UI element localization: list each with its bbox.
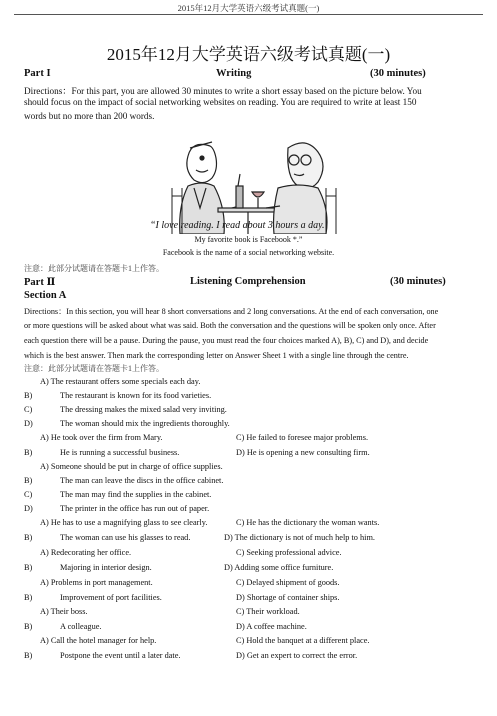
part1-time: (30 minutes) <box>370 68 426 79</box>
option-letter-b: B) <box>24 533 33 542</box>
option-d: D) A coffee machine. <box>236 622 307 631</box>
part2-directions-line: each question there will be a pause. During the pause, you must read the four choices marked A), B), C) and D), and decide <box>24 336 429 345</box>
option-letter-c: C) <box>24 405 33 414</box>
part1-directions-line: should focus on the impact of social networking websites on reading. You are required to write at least 150 <box>24 97 417 107</box>
option-a: A) Someone should be put in charge of office supplies. <box>40 462 223 471</box>
option-b: The restaurant is known for its food varieties. <box>60 391 212 400</box>
option-d: D) Adding some office furniture. <box>224 563 334 572</box>
option-d: D) The dictionary is not of much help to him. <box>224 533 376 542</box>
option-b: Postpone the event until a later date. <box>60 651 181 660</box>
option-a: A) He has to use a magnifying glass to see clearly. <box>40 518 208 527</box>
part2-name: Listening Comprehension <box>190 276 306 287</box>
option-a: A) The restaurant offers some specials each day. <box>40 377 201 386</box>
option-letter-d: D) <box>24 504 33 513</box>
option-d: D) Get an expert to correct the error. <box>236 651 358 660</box>
option-a: A) Redecorating her office. <box>40 548 132 557</box>
option-c: C) He failed to foresee major problems. <box>236 433 369 442</box>
option-c: C) Seeking professional advice. <box>236 548 342 557</box>
option-d: The printer in the office has run out of paper. <box>60 504 210 513</box>
caption-line: Facebook is the name of a social networking website. <box>162 248 335 257</box>
option-a: A) Call the hotel manager for help. <box>40 636 157 645</box>
option-b: Improvement of port facilities. <box>60 593 162 602</box>
option-d: D) Shortage of container ships. <box>236 593 340 602</box>
page-title: 2015年12月大学英语六级考试真题(一) <box>106 45 391 64</box>
option-d: D) He is opening a new consulting firm. <box>236 448 370 457</box>
part1-note: 注意：此部分试题请在答题卡1上作答。 <box>24 264 164 273</box>
option-c: The man may find the supplies in the cabinet. <box>60 490 212 499</box>
cartoon-image <box>148 126 348 234</box>
part1-label: Part I <box>24 68 51 79</box>
part1-directions-line: words but no more than 200 words. <box>24 111 155 121</box>
option-c: C) He has the dictionary the woman wants. <box>236 518 380 527</box>
option-b: He is running a successful business. <box>60 448 180 457</box>
option-b: The woman can use his glasses to read. <box>60 533 191 542</box>
part2-note: 注意：此部分试题请在答题卡1上作答。 <box>24 364 164 373</box>
option-letter-c: C) <box>24 490 33 499</box>
option-a: A) Their boss. <box>40 607 88 616</box>
option-letter-b: B) <box>24 448 33 457</box>
cartoon-caption: “I love reading. I read about 3 hours a day. <box>150 220 325 231</box>
option-letter-b: B) <box>24 622 33 631</box>
option-c: C) Their workload. <box>236 607 300 616</box>
part2-directions-line: or more questions will be asked about what was said. Both the conversation and the questions will be spoken only once. After <box>24 321 436 330</box>
option-letter-d: D) <box>24 419 33 428</box>
option-d: The woman should mix the ingredients thoroughly. <box>60 419 230 428</box>
option-b: The man can leave the discs in the office cabinet. <box>60 476 224 485</box>
option-c: C) Hold the banquet at a different place. <box>236 636 370 645</box>
part2-time: (30 minutes) <box>390 276 446 287</box>
option-c: The dressing makes the mixed salad very inviting. <box>60 405 227 414</box>
header-divider <box>14 14 483 15</box>
page-header: 2015年12月大学英语六级考试真题(一) <box>177 3 320 13</box>
option-a: A) Problems in port management. <box>40 578 153 587</box>
option-letter-b: B) <box>24 391 33 400</box>
part1-directions-line: Directions：For this part, you are allowed 30 minutes to write a short essay based on the picture below. You <box>24 86 422 96</box>
option-c: C) Delayed shipment of goods. <box>236 578 340 587</box>
option-letter-b: B) <box>24 593 33 602</box>
option-letter-b: B) <box>24 476 33 485</box>
part2-directions-line: which is the best answer. Then mark the corresponding letter on Answer Sheet 1 with a single line through the centre. <box>24 351 409 360</box>
option-b: Majoring in interior design. <box>60 563 152 572</box>
part2-directions-line: Directions：In this section, you will hear 8 short conversations and 2 long conversations. At the end of each conversation, one <box>24 307 439 316</box>
option-letter-b: B) <box>24 563 33 572</box>
option-b: A colleague. <box>60 622 102 631</box>
part2-label: Part Ⅱ <box>24 277 56 288</box>
section-a-heading: Section A <box>24 290 67 301</box>
option-letter-b: B) <box>24 651 33 660</box>
caption-line: My favorite book is Facebook *.” <box>194 235 303 244</box>
part1-name: Writing <box>216 68 252 79</box>
option-a: A) He took over the firm from Mary. <box>40 433 163 442</box>
